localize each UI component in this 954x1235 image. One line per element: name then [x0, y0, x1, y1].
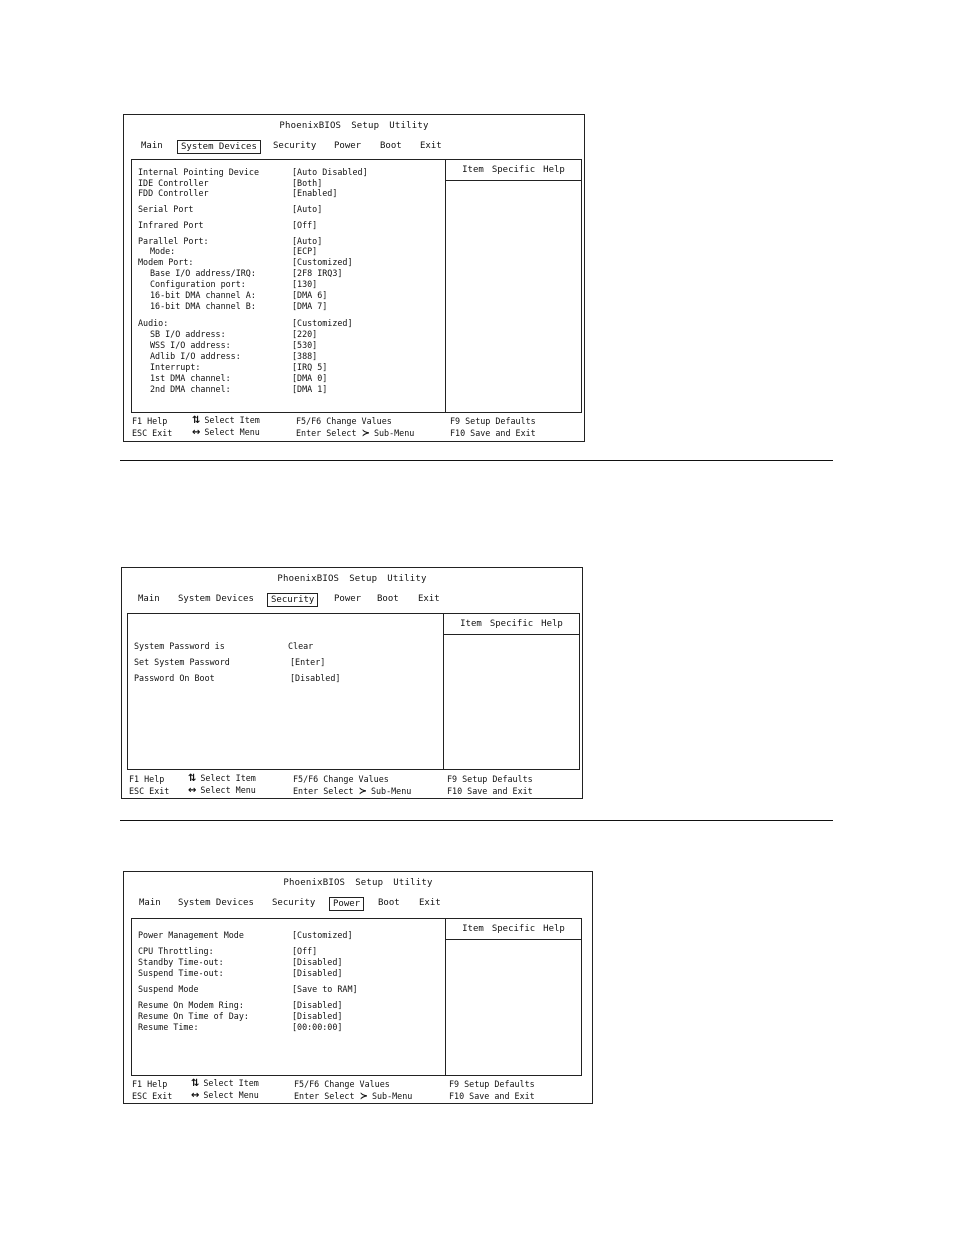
footer-select-menu	[192, 427, 260, 438]
footer-change-values: F5/F6 Change Values	[294, 1079, 390, 1089]
setting-value[interactable]: [Disabled]	[290, 673, 341, 683]
up-down-arrow-icon: ⇅	[188, 773, 197, 784]
submenu-arrow-icon: ≻	[358, 786, 367, 797]
setting-label: 16-bit DMA channel A:	[150, 290, 256, 300]
setting-label: Base I/O address/IRQ:	[150, 268, 256, 278]
help-header-word: Specific	[489, 619, 534, 629]
tab-system-devices[interactable]: System Devices	[178, 898, 254, 908]
left-right-arrow-icon: ↔	[191, 1090, 200, 1101]
bios-screen-security	[121, 567, 583, 799]
setting-label: CPU Throttling:	[138, 946, 214, 956]
bios-title-word: Utility	[393, 878, 433, 888]
setting-value[interactable]: [Disabled]	[292, 1011, 343, 1021]
footer-select-menu-label: Select Menu	[204, 427, 260, 437]
help-header-word: Item	[460, 619, 482, 629]
footer-change-values: F5/F6 Change Values	[296, 416, 392, 426]
setting-label: Interrupt:	[150, 362, 201, 372]
bios-screen-system-devices	[123, 114, 585, 442]
footer-enter-label: Enter Select	[296, 428, 357, 438]
divider	[120, 820, 833, 821]
setting-value[interactable]: [Disabled]	[292, 1000, 343, 1010]
setting-label: Suspend Mode	[138, 984, 199, 994]
help-header-word: Help	[541, 619, 563, 629]
footer-esc-exit: ESC Exit	[132, 428, 173, 438]
bios-title-word: PhoenixBIOS	[283, 878, 346, 888]
help-header-word: Item	[462, 165, 484, 175]
setting-value: Clear	[288, 641, 314, 651]
footer-enter-label: Enter Select	[293, 786, 354, 796]
setting-label: 2nd DMA channel:	[150, 384, 231, 394]
footer-f1-help: F1 Help	[132, 416, 168, 426]
setting-label: Audio:	[138, 318, 169, 328]
tab-main[interactable]: Main	[138, 594, 160, 604]
tab-power[interactable]: Power	[334, 141, 362, 151]
footer-enter-select	[293, 786, 411, 797]
item-specific-help-header	[444, 614, 579, 635]
left-right-arrow-icon: ↔	[188, 785, 197, 796]
setting-label: Password On Boot	[134, 673, 215, 683]
footer-select-item-label: Select Item	[200, 773, 256, 783]
setting-label: Resume On Time of Day:	[138, 1011, 249, 1021]
footer-save-exit: F10 Save and Exit	[449, 1091, 535, 1101]
setting-label: Suspend Time-out:	[138, 968, 224, 978]
bios-title	[122, 574, 582, 584]
footer-esc-exit: ESC Exit	[132, 1091, 173, 1101]
setting-value[interactable]: [220]	[292, 329, 318, 339]
divider	[120, 460, 833, 461]
setting-label: WSS I/O address:	[150, 340, 231, 350]
footer-select-item	[188, 773, 256, 784]
setting-label: Serial Port	[138, 204, 194, 214]
setting-label: Resume On Modem Ring:	[138, 1000, 244, 1010]
help-header-word: Specific	[491, 165, 536, 175]
setting-label: 1st DMA channel:	[150, 373, 231, 383]
setting-value[interactable]: [IRQ 5]	[292, 362, 328, 372]
footer-submenu-label: Sub-Menu	[370, 786, 412, 796]
bios-title-word: Utility	[387, 574, 427, 584]
footer-select-menu	[188, 785, 256, 796]
bios-title-word: PhoenixBIOS	[277, 574, 340, 584]
item-specific-help-pane	[445, 918, 582, 1076]
tab-system-devices[interactable]: System Devices	[177, 140, 261, 154]
setting-label: Internal Pointing Device	[138, 167, 260, 177]
tab-security[interactable]: Security	[272, 898, 316, 908]
bios-title-word: PhoenixBIOS	[279, 121, 342, 131]
footer-select-item	[192, 415, 260, 426]
tab-security[interactable]: Security	[273, 141, 317, 151]
tab-exit[interactable]: Exit	[420, 141, 442, 151]
setting-value[interactable]: [Disabled]	[292, 968, 343, 978]
setting-label: Adlib I/O address:	[150, 351, 241, 361]
footer-save-exit: F10 Save and Exit	[447, 786, 533, 796]
setting-value[interactable]: [Auto]	[292, 204, 323, 214]
setting-value[interactable]: [Auto]	[292, 236, 323, 246]
bios-title-word: Setup	[355, 878, 384, 888]
setting-value[interactable]: [DMA 1]	[292, 384, 328, 394]
footer-submenu-label: Sub-Menu	[371, 1091, 413, 1101]
setting-value[interactable]: [ECP]	[292, 246, 318, 256]
left-right-arrow-icon: ↔	[192, 427, 201, 438]
setting-value[interactable]: [Customized]	[292, 318, 353, 328]
setting-label: SB I/O address:	[150, 329, 226, 339]
bios-title-word: Setup	[349, 574, 378, 584]
setting-label: Mode:	[150, 246, 176, 256]
footer-setup-defaults: F9 Setup Defaults	[449, 1079, 535, 1089]
help-header-word: Item	[462, 924, 484, 934]
footer-submenu-label: Sub-Menu	[373, 428, 415, 438]
tab-main[interactable]: Main	[141, 141, 163, 151]
setting-value[interactable]: [Off]	[292, 220, 318, 230]
help-header-word: Help	[543, 924, 565, 934]
tab-boot[interactable]: Boot	[377, 594, 399, 604]
footer-setup-defaults: F9 Setup Defaults	[450, 416, 536, 426]
tab-main[interactable]: Main	[139, 898, 161, 908]
up-down-arrow-icon: ⇅	[192, 415, 201, 426]
footer-enter-label: Enter Select	[294, 1091, 355, 1101]
setting-value[interactable]: [DMA 6]	[292, 290, 328, 300]
setting-label: Modem Port:	[138, 257, 194, 267]
footer-f1-help: F1 Help	[132, 1079, 168, 1089]
bios-title-word: Setup	[351, 121, 380, 131]
footer-change-values: F5/F6 Change Values	[293, 774, 389, 784]
setting-label: Power Management Mode	[138, 930, 244, 940]
setting-label: IDE Controller	[138, 178, 209, 188]
item-specific-help-header	[446, 160, 581, 181]
footer-setup-defaults: F9 Setup Defaults	[447, 774, 533, 784]
submenu-arrow-icon: ≻	[361, 428, 370, 439]
setting-value[interactable]: [Off]	[292, 946, 318, 956]
setting-value[interactable]: [DMA 7]	[292, 301, 328, 311]
bios-title	[124, 878, 592, 888]
tab-boot[interactable]: Boot	[378, 898, 400, 908]
footer-esc-exit: ESC Exit	[129, 786, 170, 796]
footer-select-menu-label: Select Menu	[200, 785, 256, 795]
setting-value[interactable]: [Disabled]	[292, 957, 343, 967]
tab-power[interactable]: Power	[334, 594, 362, 604]
settings-pane	[131, 159, 446, 413]
setting-value[interactable]: [Save to RAM]	[292, 984, 358, 994]
setting-value[interactable]: [Auto Disabled]	[292, 167, 368, 177]
tab-exit[interactable]: Exit	[418, 594, 440, 604]
item-specific-help-pane	[445, 159, 582, 413]
setting-label: FDD Controller	[138, 188, 209, 198]
setting-value[interactable]: [388]	[292, 351, 318, 361]
footer-select-menu	[191, 1090, 259, 1101]
bios-title	[124, 121, 584, 131]
setting-value[interactable]: [Customized]	[292, 930, 353, 940]
item-specific-help-header	[446, 919, 581, 940]
setting-value[interactable]: [Both]	[292, 178, 323, 188]
settings-pane	[131, 918, 446, 1076]
tab-boot[interactable]: Boot	[380, 141, 402, 151]
setting-value[interactable]: [00:00:00]	[292, 1022, 343, 1032]
item-specific-help-pane	[443, 613, 580, 770]
setting-value[interactable]: [DMA 0]	[292, 373, 328, 383]
setting-value[interactable]: [Enter]	[290, 657, 326, 667]
footer-enter-select	[296, 428, 414, 439]
footer-select-item	[191, 1078, 259, 1089]
help-header-word: Help	[543, 165, 565, 175]
footer-save-exit: F10 Save and Exit	[450, 428, 536, 438]
setting-label: System Password is	[134, 641, 225, 651]
setting-label: Infrared Port	[138, 220, 204, 230]
setting-label: Standby Time-out:	[138, 957, 224, 967]
footer-select-item-label: Select Item	[203, 1078, 259, 1088]
tab-exit[interactable]: Exit	[419, 898, 441, 908]
setting-label: Configuration port:	[150, 279, 246, 289]
setting-value[interactable]: [130]	[292, 279, 318, 289]
setting-label: Parallel Port:	[138, 236, 209, 246]
tab-security[interactable]: Security	[267, 593, 318, 607]
setting-label: Set System Password	[134, 657, 230, 667]
setting-value[interactable]: [Enabled]	[292, 188, 338, 198]
bios-screen-power	[123, 871, 593, 1104]
submenu-arrow-icon: ≻	[359, 1091, 368, 1102]
setting-value[interactable]: [Customized]	[292, 257, 353, 267]
footer-select-item-label: Select Item	[204, 415, 260, 425]
footer-select-menu-label: Select Menu	[203, 1090, 259, 1100]
settings-pane	[127, 613, 444, 770]
setting-value[interactable]: [530]	[292, 340, 318, 350]
footer-f1-help: F1 Help	[129, 774, 165, 784]
tab-power[interactable]: Power	[329, 897, 364, 911]
setting-value[interactable]: [2F8 IRQ3]	[292, 268, 343, 278]
help-header-word: Specific	[491, 924, 536, 934]
tab-system-devices[interactable]: System Devices	[178, 594, 254, 604]
setting-label: Resume Time:	[138, 1022, 199, 1032]
bios-title-word: Utility	[389, 121, 429, 131]
up-down-arrow-icon: ⇅	[191, 1078, 200, 1089]
footer-enter-select	[294, 1091, 412, 1102]
setting-label: 16-bit DMA channel B:	[150, 301, 256, 311]
